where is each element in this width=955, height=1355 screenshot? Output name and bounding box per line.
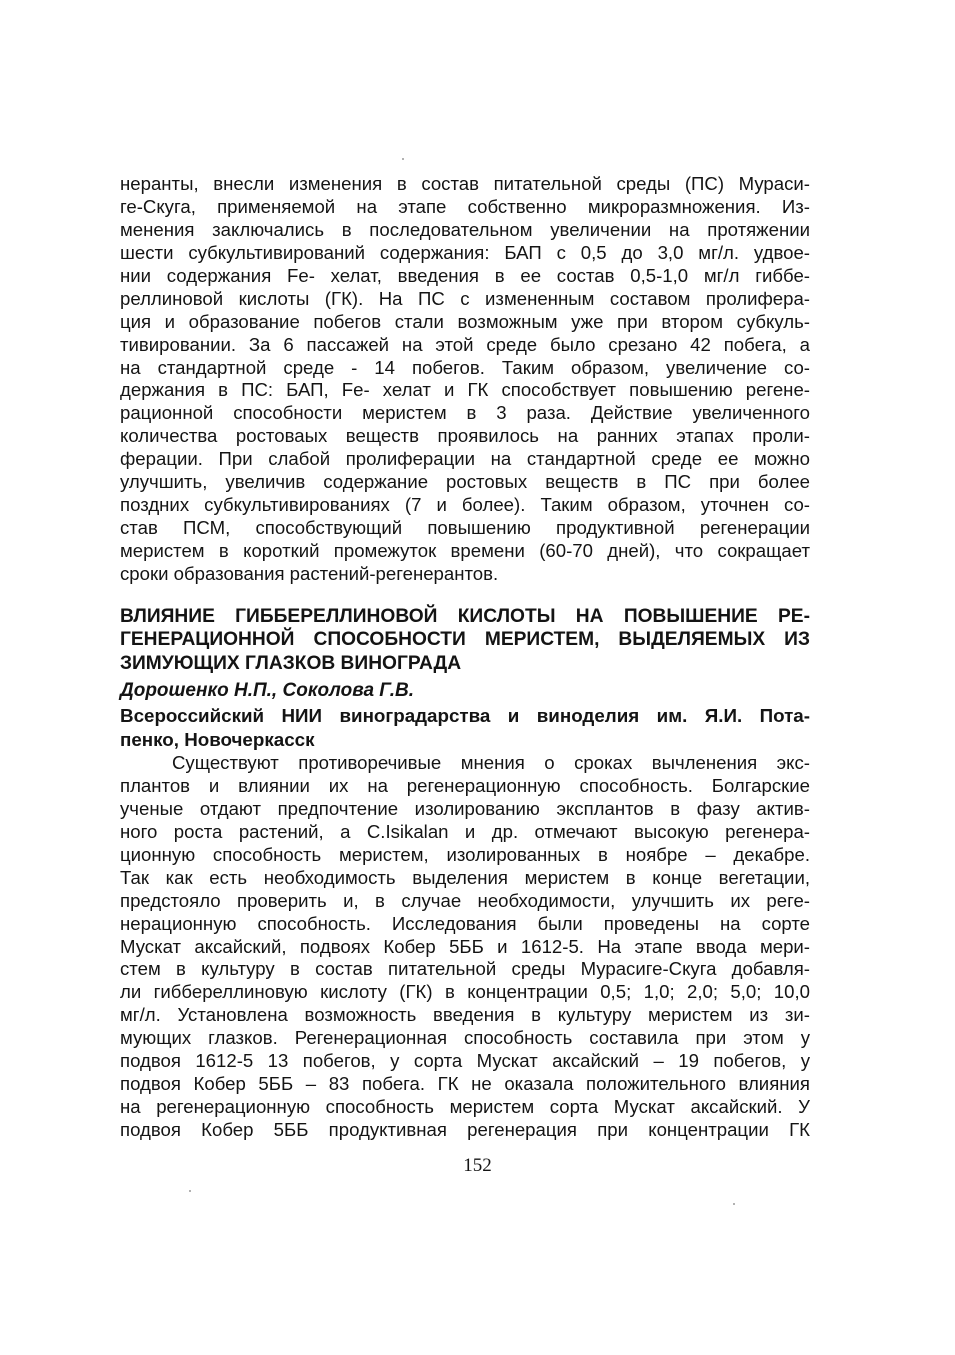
text-line: поздних субкультивированиях (7 и более). Таким образом, уточнен со- — [120, 494, 810, 516]
text-line: предстояло проверить и, в случае необходимости, улучшить их реге- — [120, 889, 810, 911]
text-line: ция и образование побегов стали возможным уже при втором субкуль- — [120, 310, 810, 332]
article-title — [120, 605, 810, 675]
text-line: нии содержания Fe- хелат, введения в ее состав 0,5-1,0 мг/л гиббе- — [120, 264, 810, 286]
text-line: на регенерационную способность меристем сорта Мускат аксайский. У — [120, 1096, 810, 1118]
scan-speck — [733, 1203, 735, 1205]
text-line: мующих глазков. Регенерационная способность составила при этом у — [120, 1027, 810, 1049]
text-line: став ПСМ, способствующий повышению продуктивной регенерации — [120, 517, 810, 539]
scan-speck — [402, 158, 404, 160]
page-number: 152 — [463, 1155, 492, 1176]
text-line: реллиновой кислоты (ГК). На ПС с измененным составом пролифера- — [120, 287, 810, 309]
text-line: ферации. При слабой пролиферации на стандартной среде ее можно — [120, 448, 810, 470]
text-line: на стандартной среде - 14 побегов. Таким образом, увеличение со- — [120, 356, 810, 378]
text-line: сроки образования растений-регенерантов. — [120, 562, 499, 584]
text-line: шести субкультивирований содержания: БАП с 0,5 до 3,0 мг/л. удвое- — [120, 241, 810, 263]
text-line: стем в культуру в состав питательной среды Мурасиге-Скуга добавля- — [120, 958, 810, 980]
text-line: нерационную способность. Исследования были проведены на сорте — [120, 912, 810, 934]
text-line: тивировании. За 6 пассажей на этой среде было срезано 42 побега, а — [120, 333, 810, 355]
text-line: менения заключались в последовательном увеличении на протяжении — [120, 218, 810, 240]
article-title-line: ВЛИЯНИЕ ГИББЕРЕЛЛИНОВОЙ КИСЛОТЫ НА ПОВЫШЕНИЕ РЕ- — [120, 606, 810, 627]
text-line: подвоя Кобер 5ББ – 83 побега. ГК не оказала положительного влияния — [120, 1073, 810, 1095]
article-authors: Дорошенко Н.П., Соколова Г.В. — [120, 680, 415, 701]
affiliation-line: пенко, Новочеркасск — [120, 728, 315, 750]
article-title-line: ГЕНЕРАЦИОННОЙ СПОСОБНОСТИ МЕРИСТЕМ, ВЫДЕЛЯЕМЫХ ИЗ — [120, 629, 810, 651]
text-line: ге-Скуга, применяемой на этапе собственно микроразмножения. Из- — [120, 195, 810, 217]
article-affiliation — [120, 704, 810, 751]
previous-article-continuation — [120, 173, 810, 586]
text-line: меристем в короткий промежуток времени (60-70 дней), что сокращает — [120, 540, 810, 561]
text-line: ученые отдают предпочтение изолированию эксплантов в фазу актив- — [120, 797, 810, 819]
scan-speck — [189, 1190, 191, 1192]
text-line: неранты, внесли изменения в состав питательной среды (ПС) Мураси- — [120, 173, 810, 194]
text-line: плантов и влиянии их на регенерационную способность. Болгарские — [120, 774, 810, 796]
text-line: подвоя Кобер 5ББ продуктивная регенерация при концентрации ГК — [120, 1119, 810, 1140]
text-line: Существуют противоречивые мнения о сроках вычленения экс- — [172, 752, 810, 773]
text-line: улучшить, увеличив содержание ростовых веществ в ПС при более — [120, 471, 810, 493]
article-title-line: ЗИМУЮЩИХ ГЛАЗКОВ ВИНОГРАДА — [120, 652, 462, 674]
text-line: держания в ПС: БАП, Fe- хелат и ГК способствует повышению регене- — [120, 379, 810, 401]
text-line: рационной способности меристем в 3 раза. Действие увеличенного — [120, 402, 810, 424]
text-line: ционную способность меристем, изолированных в ноябре – декабре. — [120, 843, 810, 865]
article-body — [120, 752, 810, 1142]
text-line: количества ростоваых веществ проявилось на ранних этапах проли- — [120, 425, 810, 447]
text-line: ного роста растений, а C.Isikalan и др. отмечают высокую регенера- — [120, 820, 810, 842]
affiliation-line: Всероссийский НИИ виноградарства и виноделия им. Я.И. Пота- — [120, 705, 810, 726]
text-line: Мускат аксайский, подвоях Кобер 5ББ и 1612-5. На этапе ввода мери- — [120, 935, 810, 957]
text-line: Так как есть необходимость выделения меристем в конце вегетации, — [120, 866, 810, 888]
text-line: мг/л. Установлена возможность введения в культуру меристем из зи- — [120, 1004, 810, 1026]
text-line: ли гиббереллиновую кислоту (ГК) в концентрации 0,5; 1,0; 2,0; 5,0; 10,0 — [120, 981, 810, 1003]
text-line: подвоя 1612-5 13 побегов, у сорта Мускат аксайский – 19 побегов, у — [120, 1050, 810, 1072]
